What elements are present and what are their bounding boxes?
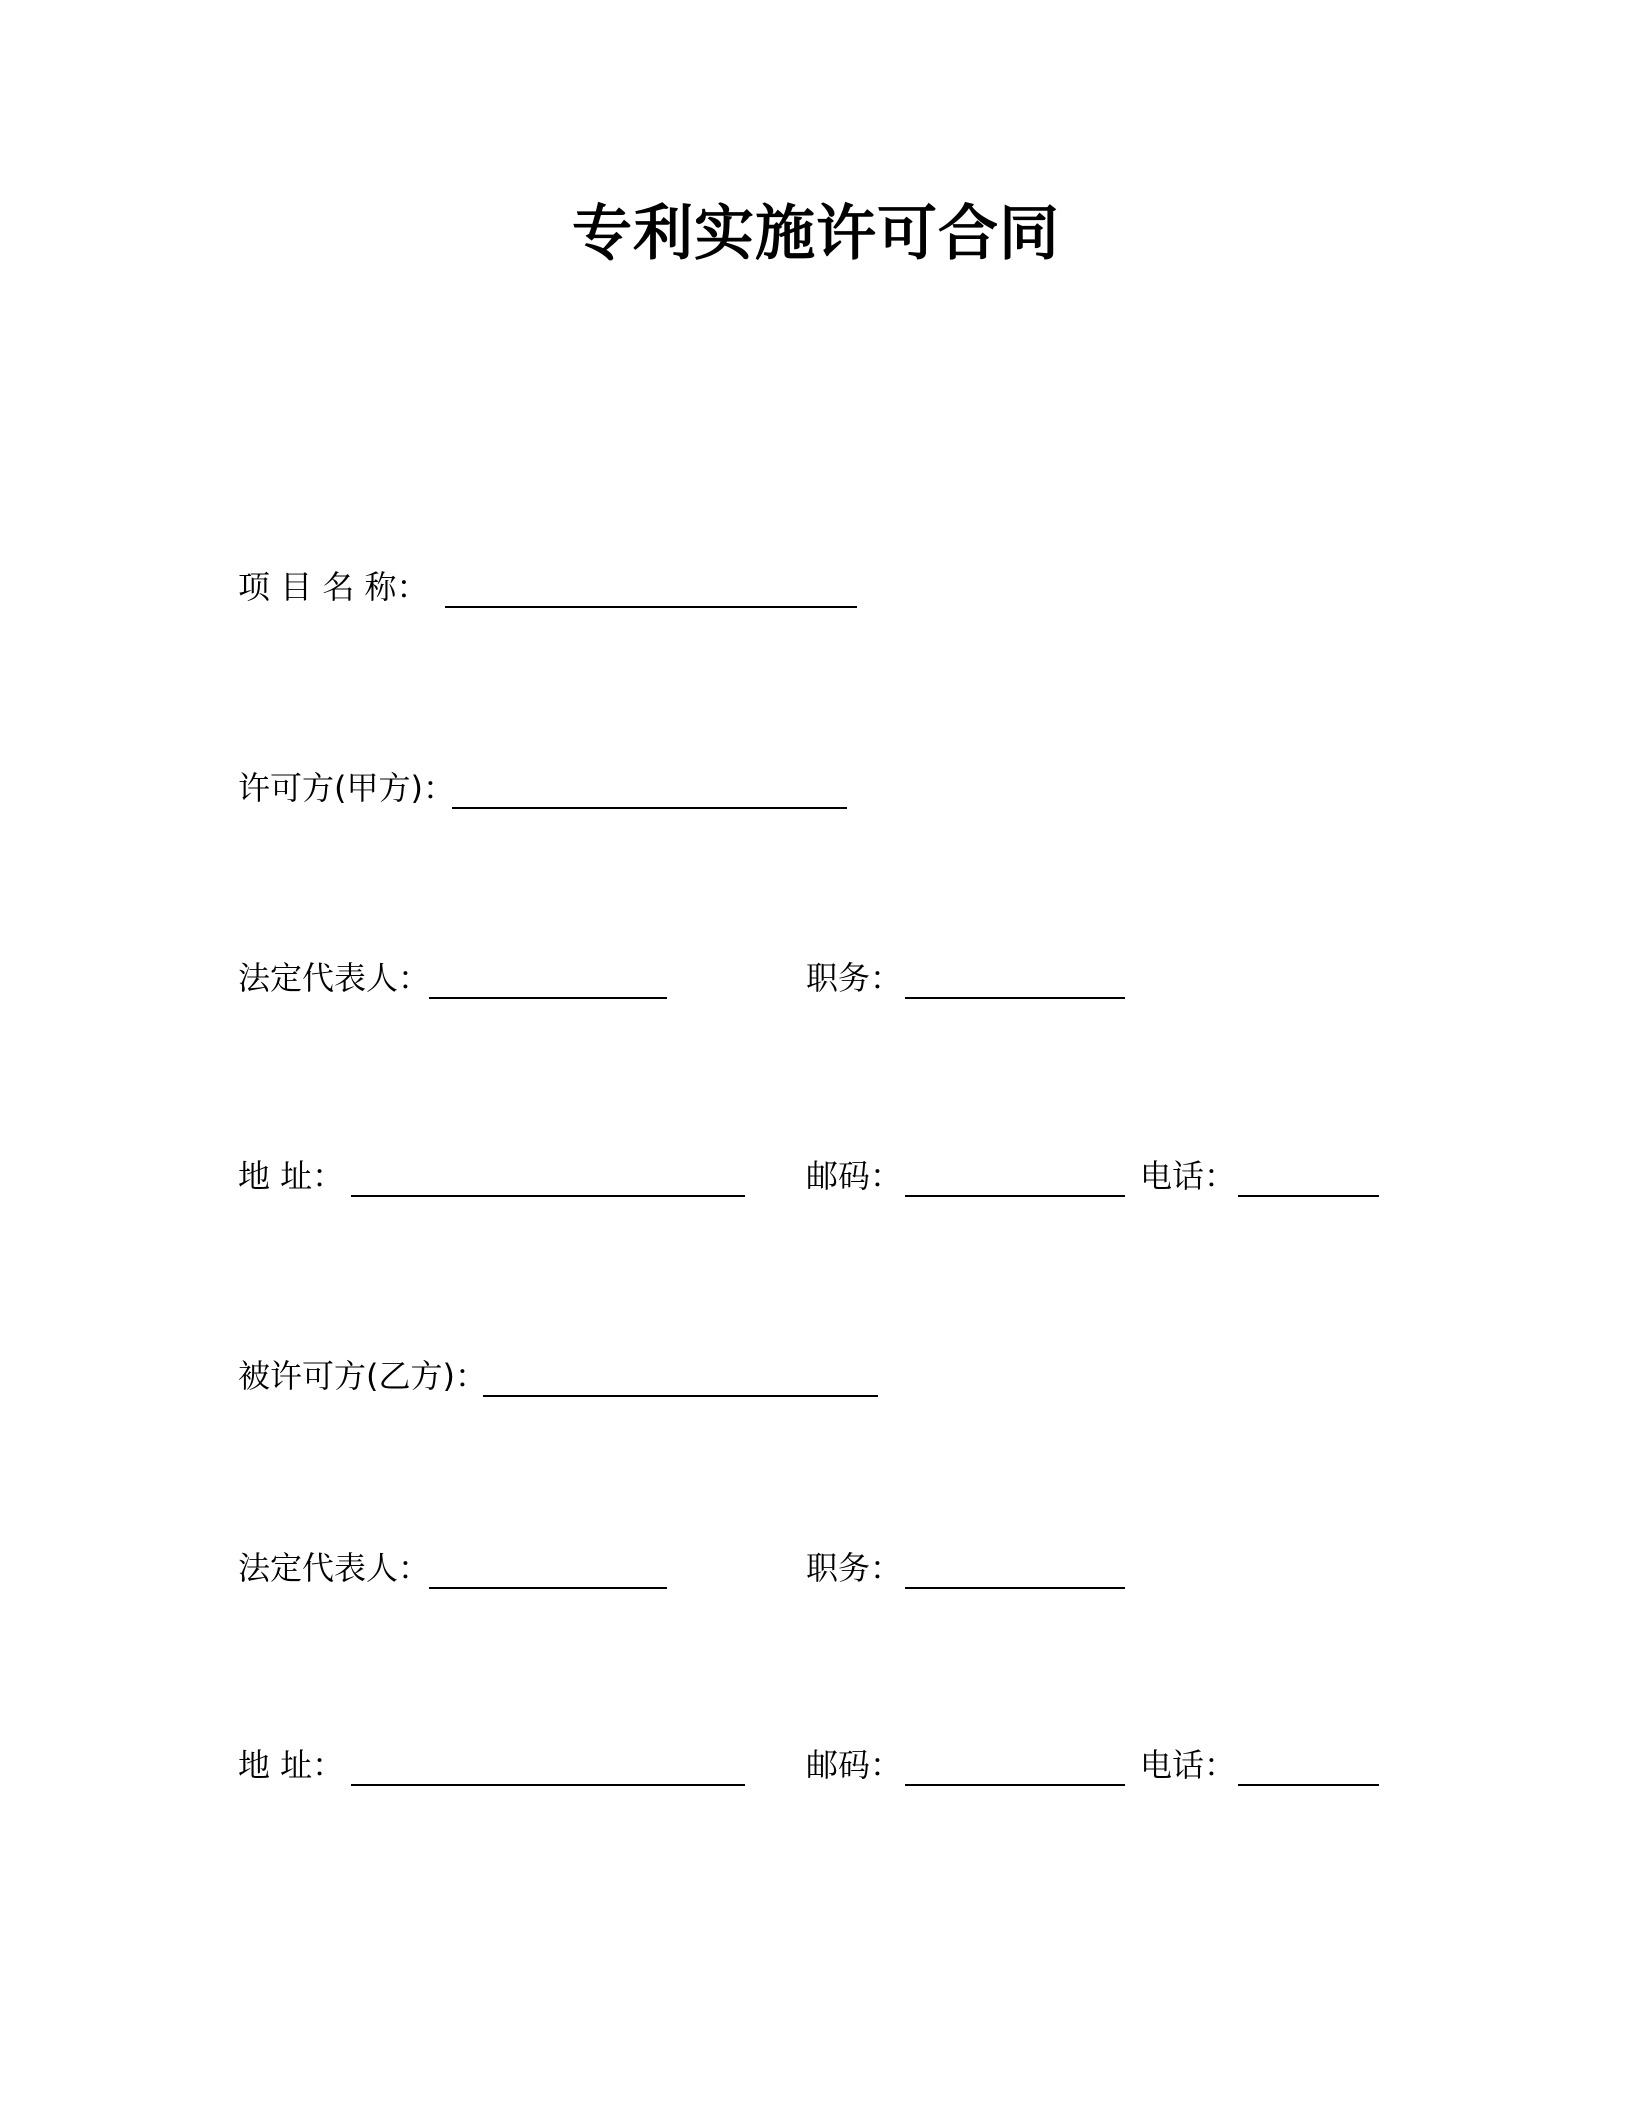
licensee-field[interactable] [483, 1395, 878, 1397]
licensor-label: 许可方(甲方)： [238, 769, 455, 807]
licensor-phone-field[interactable] [1238, 1195, 1379, 1197]
licensor-position-label: 职务： [806, 959, 903, 997]
licensee-address-field[interactable] [351, 1784, 745, 1786]
project-name-field[interactable] [445, 606, 857, 608]
licensor-postcode-field[interactable] [905, 1195, 1125, 1197]
licensee-address-label: 地 址： [238, 1746, 345, 1784]
licensee-legal-rep-field[interactable] [429, 1587, 667, 1589]
licensor-legal-rep-label: 法定代表人： [238, 959, 431, 997]
licensor-field[interactable] [452, 807, 847, 809]
licensee-phone-label: 电话： [1140, 1746, 1237, 1784]
licensee-postcode-label: 邮码： [806, 1746, 903, 1784]
licensor-legal-rep-field[interactable] [429, 997, 667, 999]
licensor-address-field[interactable] [351, 1195, 745, 1197]
licensor-postcode-label: 邮码： [806, 1157, 903, 1195]
document-title: 专利实施许可合同 [572, 199, 1060, 269]
licensee-label: 被许可方(乙方)： [238, 1357, 487, 1395]
licensee-position-field[interactable] [905, 1587, 1125, 1589]
licensee-postcode-field[interactable] [905, 1784, 1125, 1786]
licensee-phone-field[interactable] [1238, 1784, 1379, 1786]
project-name-label: 项 目 名 称： [238, 568, 429, 606]
licensee-legal-rep-label: 法定代表人： [238, 1549, 431, 1587]
licensor-position-field[interactable] [905, 997, 1125, 999]
licensee-position-label: 职务： [806, 1549, 903, 1587]
licensor-phone-label: 电话： [1140, 1157, 1237, 1195]
licensor-address-label: 地 址： [238, 1157, 345, 1195]
